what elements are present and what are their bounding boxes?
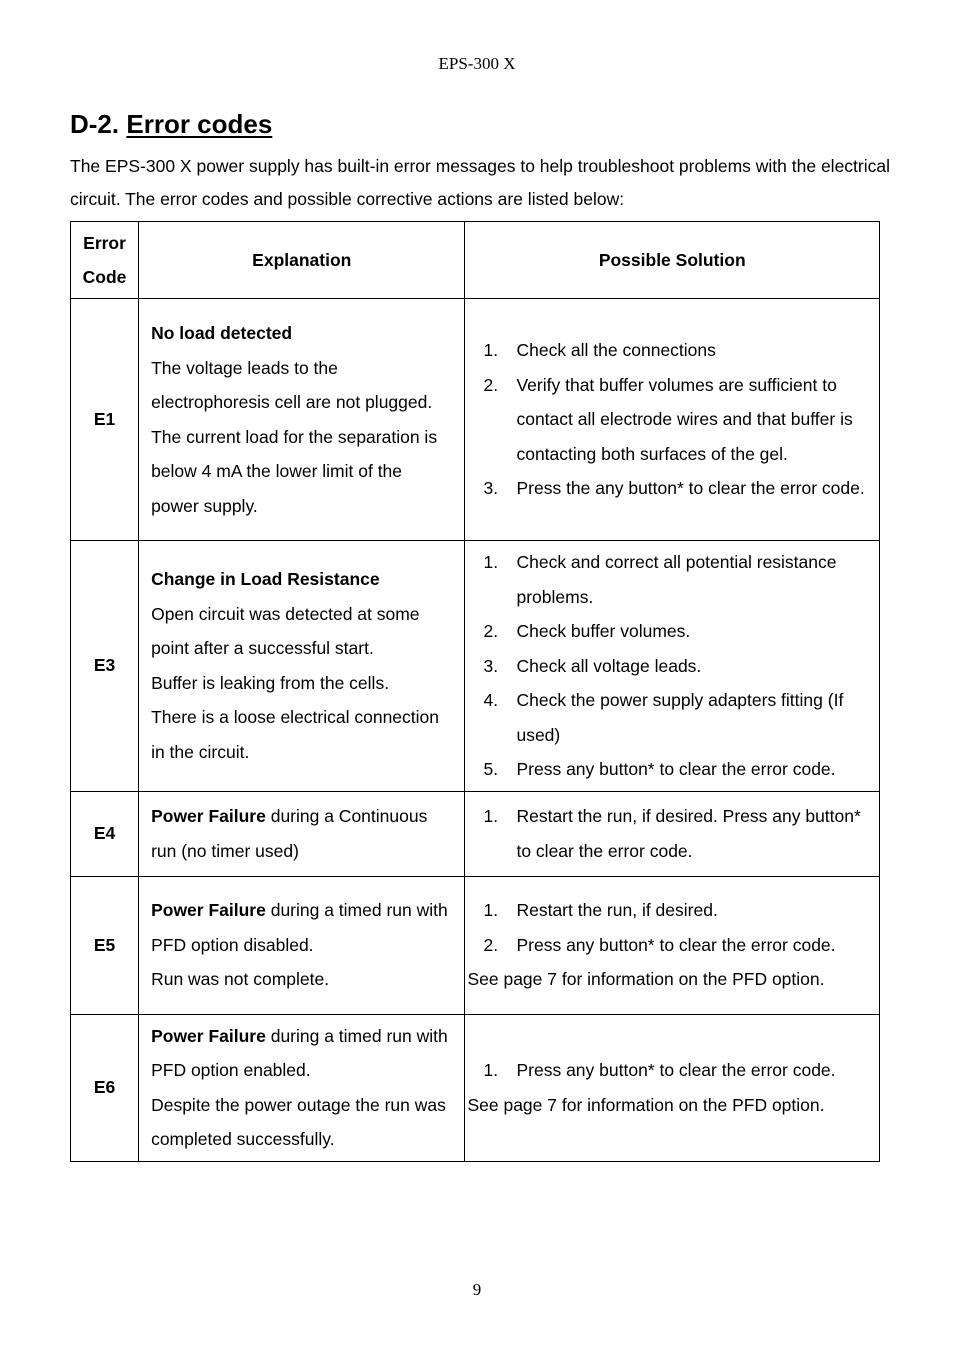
step-text: Check all voltage leads. — [516, 655, 702, 676]
explanation-title: Change in Load Resistance — [151, 569, 380, 590]
header-code-line1: Error — [83, 233, 126, 253]
explanation-line: Run was not complete. — [151, 969, 330, 990]
section-number: D-2. — [70, 109, 120, 139]
step-number: 4. — [483, 690, 499, 710]
solution-step — [467, 333, 873, 368]
table-row — [71, 791, 880, 876]
step-number: 3. — [483, 655, 499, 676]
step-text: Check the power supply adapters fitting (If used) — [516, 690, 844, 745]
solution-cell — [465, 791, 880, 876]
step-number: 1. — [483, 900, 499, 921]
section-title — [70, 107, 272, 141]
error-code-cell: E6 — [71, 1014, 139, 1161]
explanation-title-line — [151, 893, 454, 962]
explanation-title-rest: during a timed run with PFD option enabled. — [151, 1025, 448, 1080]
error-code-cell: E4 — [71, 791, 139, 876]
step-number: 3. — [483, 478, 499, 499]
explanation-title-line — [151, 799, 454, 868]
solution-steps — [467, 333, 873, 506]
header-error-code — [71, 222, 139, 299]
step-number: 2. — [483, 621, 499, 641]
explanation-cell — [139, 541, 465, 792]
explanation-title: Power Failure — [151, 806, 266, 826]
step-number: 5. — [483, 759, 499, 779]
explanation-cell — [139, 876, 465, 1014]
step-number: 1. — [483, 1060, 499, 1080]
error-code-cell: E5 — [71, 876, 139, 1014]
explanation-title-line — [151, 562, 454, 597]
solution-cell — [465, 299, 880, 541]
solution-step — [467, 1053, 873, 1088]
explanation-line: Buffer is leaking from the cells. — [151, 672, 390, 693]
step-number: 2. — [483, 934, 499, 955]
solution-step — [467, 928, 873, 963]
solution-step — [467, 799, 873, 868]
table-body — [71, 299, 880, 1162]
header-explanation: Explanation — [139, 222, 465, 299]
solution-cell — [465, 876, 880, 1014]
step-number: 1. — [483, 806, 499, 826]
step-text: Verify that buffer volumes are sufficient to contact all electrode wires and that buffer is contacting both surfaces of the gel. — [516, 374, 853, 464]
step-text: Restart the run, if desired. — [516, 900, 718, 921]
solution-step — [467, 893, 873, 928]
explanation-cell — [139, 299, 465, 541]
explanation-title-rest: during a timed run with PFD option disabled. — [151, 900, 448, 955]
solution-note: See page 7 for information on the PFD option. — [467, 969, 825, 990]
explanation-line: The current load for the separation is below 4 mA the lower limit of the power supply. — [151, 426, 438, 516]
solution-step — [467, 752, 873, 787]
solution-steps — [467, 893, 873, 962]
solution-steps — [467, 799, 873, 868]
header-solution: Possible Solution — [465, 222, 880, 299]
table-row — [71, 541, 880, 792]
solution-step — [467, 545, 873, 614]
step-text: Check and correct all potential resistance problems. — [516, 552, 837, 607]
step-number: 2. — [483, 374, 499, 395]
explanation-line: There is a loose electrical connection in the circuit. — [151, 707, 440, 762]
section-title-text: Error codes — [126, 109, 273, 139]
solution-cell — [465, 1014, 880, 1161]
solution-step — [467, 683, 873, 752]
running-header: EPS-300 X — [438, 54, 516, 73]
solution-step — [467, 614, 873, 649]
page-number: 9 — [472, 1280, 482, 1299]
solution-step — [467, 649, 873, 684]
solution-cell — [465, 541, 880, 792]
explanation-line: Open circuit was detected at some point after a successful start. — [151, 603, 420, 659]
explanation-title: Power Failure — [151, 900, 266, 921]
header-code-line2: Code — [82, 267, 127, 287]
error-codes-table — [70, 221, 880, 1162]
step-text: Press any button* to clear the error code. — [516, 934, 836, 955]
step-text: Press the any button* to clear the error code. — [516, 478, 865, 499]
solution-step — [467, 368, 873, 472]
explanation-title-line — [151, 316, 454, 351]
step-number: 1. — [483, 340, 499, 361]
explanation-cell — [139, 1014, 465, 1161]
step-number: 1. — [483, 552, 499, 572]
error-code-cell: E1 — [71, 299, 139, 541]
explanation-title-rest: during a Continuous run (no timer used) — [151, 806, 428, 861]
step-text: Restart the run, if desired. Press any button* to clear the error code. — [516, 806, 861, 861]
explanation-cell — [139, 791, 465, 876]
table-row — [71, 876, 880, 1014]
explanation-title: Power Failure — [151, 1025, 266, 1046]
intro-paragraph: The EPS-300 X power supply has built-in error messages to help troubleshoot problems with the electrical circuit. The error codes and possible corrective actions are listed below: — [70, 156, 890, 209]
explanation-title: No load detected — [151, 323, 293, 343]
solution-step — [467, 471, 873, 506]
explanation-title-line — [151, 1019, 454, 1088]
step-text: Press any button* to clear the error code. — [516, 1060, 836, 1080]
table-row — [71, 299, 880, 541]
solution-steps — [467, 1053, 873, 1088]
error-code-cell: E3 — [71, 541, 139, 792]
step-text: Check all the connections — [516, 340, 716, 361]
solution-steps — [467, 545, 873, 787]
table-row — [71, 1014, 880, 1161]
step-text: Check buffer volumes. — [516, 621, 691, 641]
solution-note: See page 7 for information on the PFD option. — [467, 1094, 825, 1115]
table-header-row — [71, 222, 880, 299]
step-text: Press any button* to clear the error code. — [516, 759, 836, 779]
explanation-line: The voltage leads to the electrophoresis cell are not plugged. — [151, 357, 433, 412]
explanation-line: Despite the power outage the run was completed successfully. — [151, 1094, 446, 1149]
